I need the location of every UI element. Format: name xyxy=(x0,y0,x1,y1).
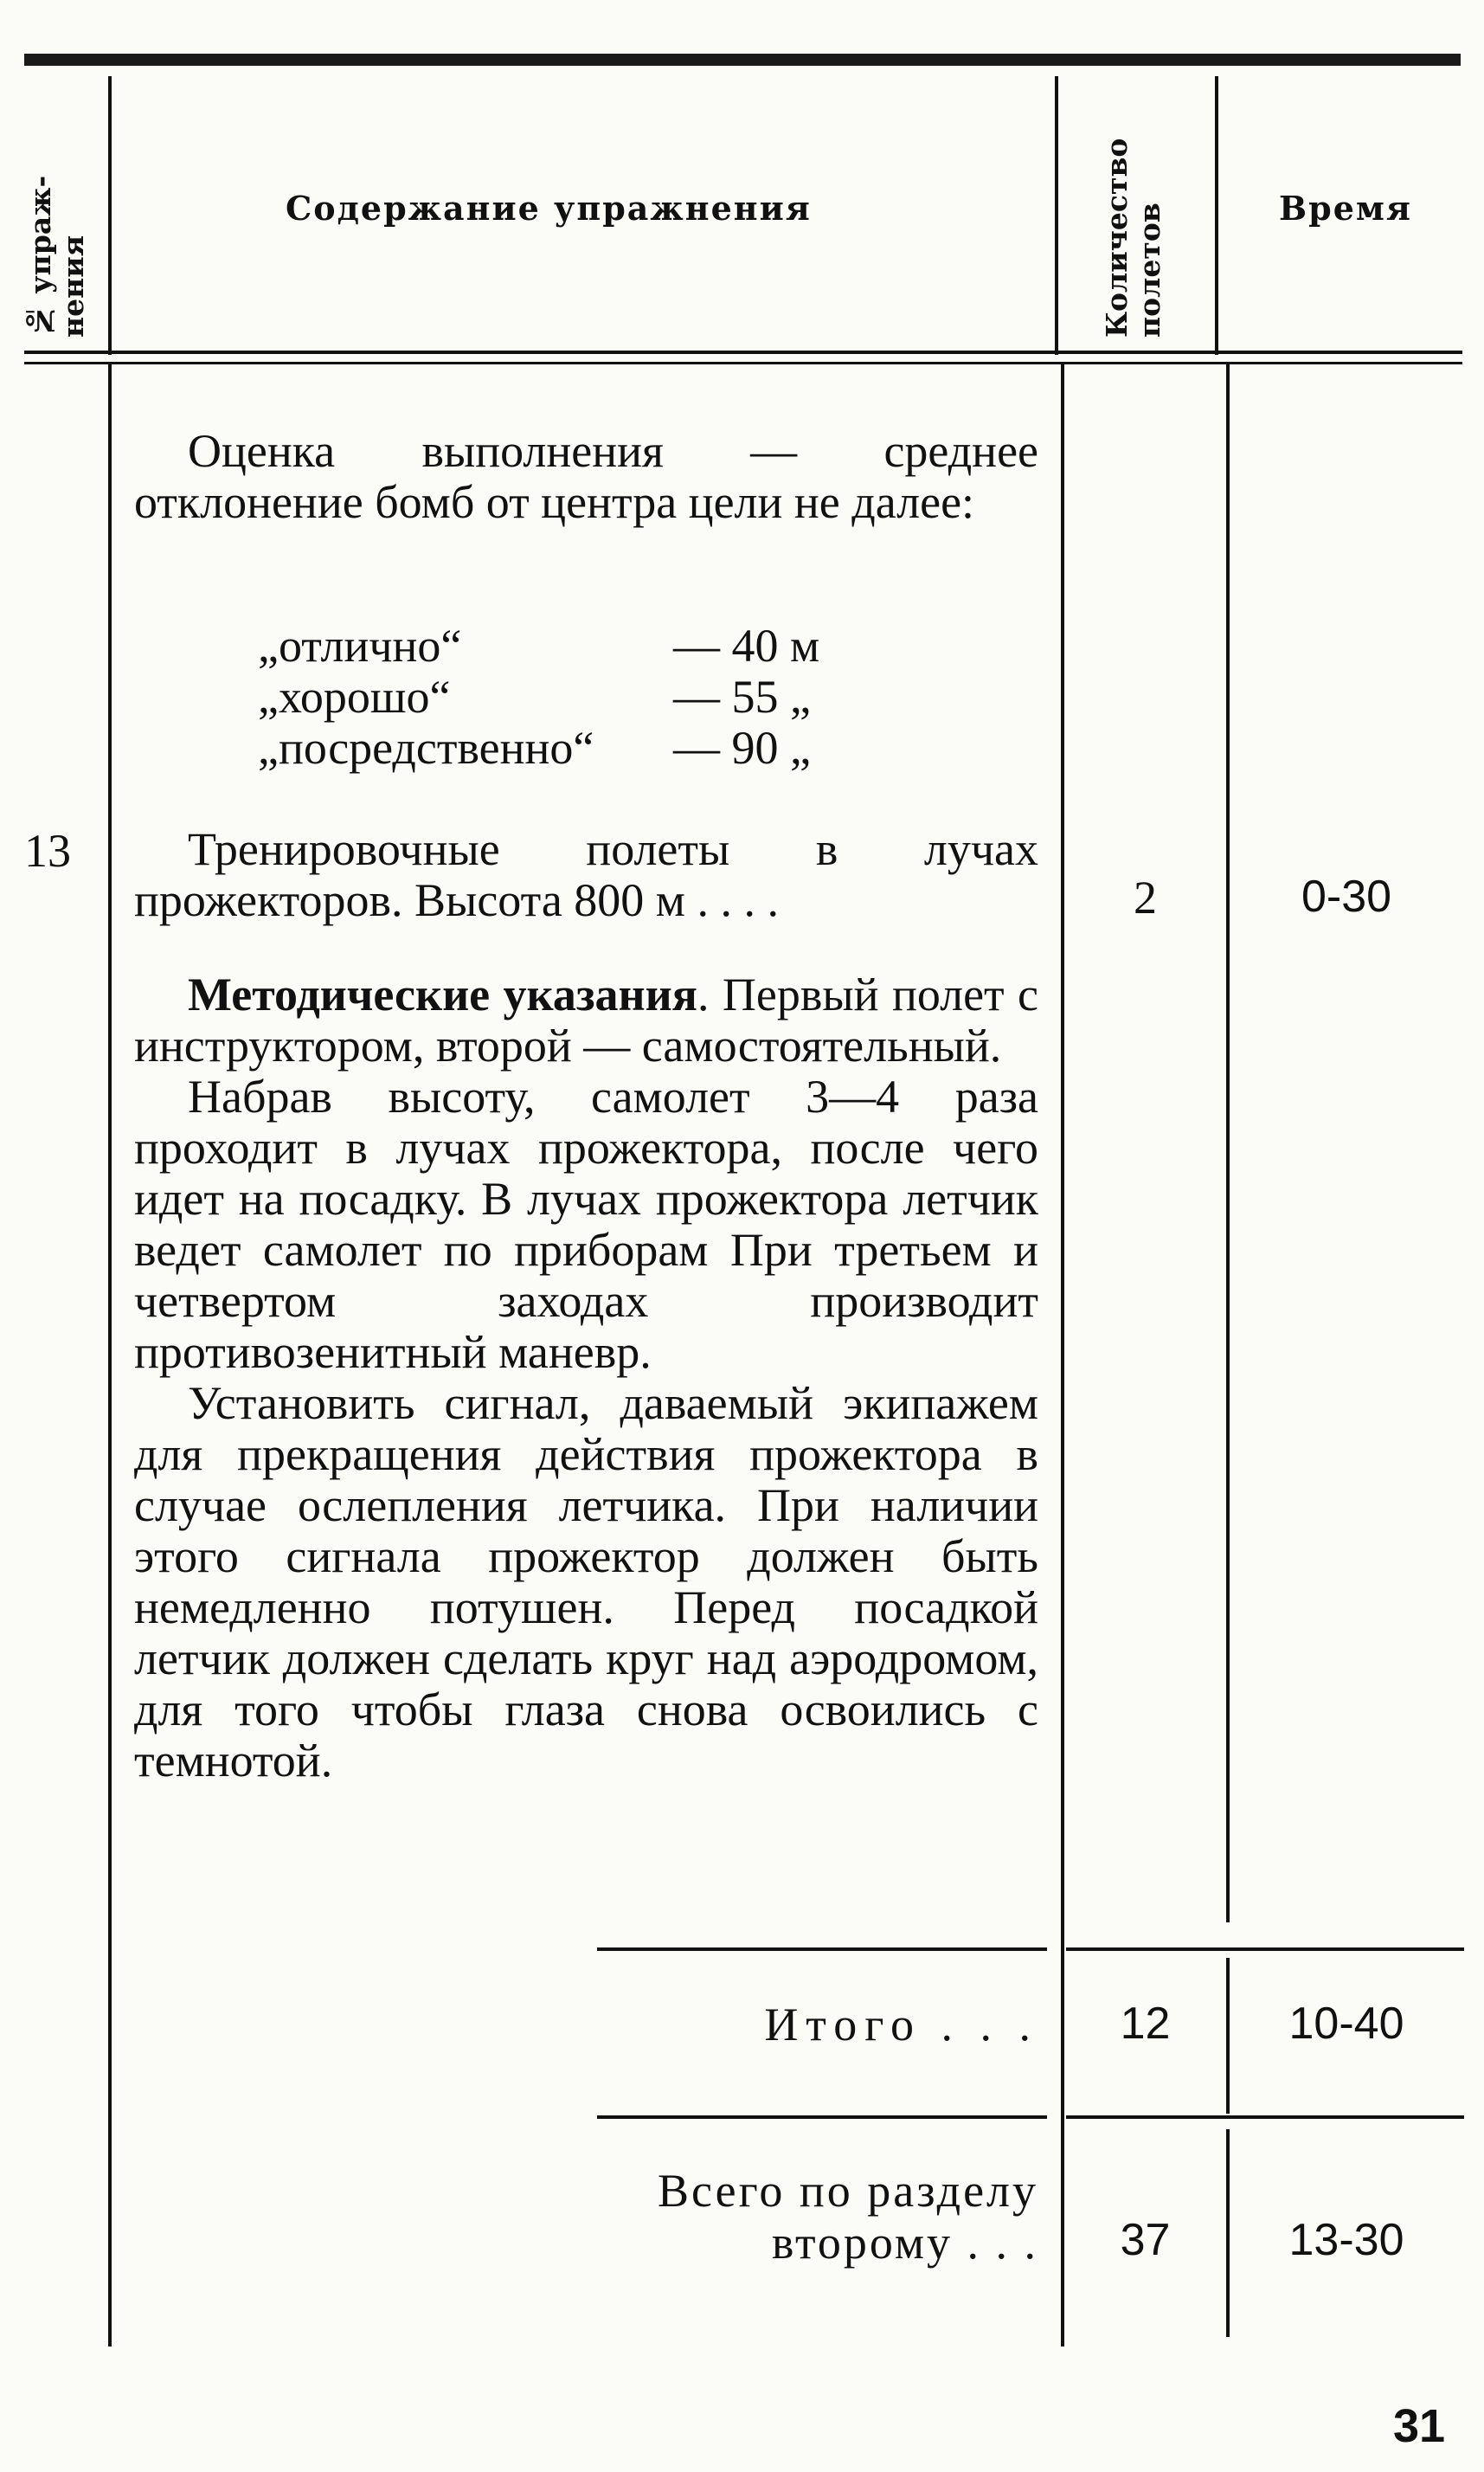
grand-total-label-2: второму . . . xyxy=(771,2217,1038,2269)
exercise-number: 13 xyxy=(24,825,71,877)
header-separator-3 xyxy=(1215,76,1218,355)
subtotal-top-rule xyxy=(597,1947,1047,1951)
subtotal-time: 10-40 xyxy=(1288,1999,1404,2049)
grade-value: — 55 „ xyxy=(673,671,811,723)
guidance-paragraph-1: Методические указания. Первый полет с инструктором, второй — самостоятельный. xyxy=(134,969,1039,1072)
subtotal-top-rule-right xyxy=(1066,1947,1464,1951)
subtotal-flights: 12 xyxy=(1120,1999,1171,2049)
grade-row-excellent xyxy=(258,621,819,671)
grand-total-top-rule xyxy=(597,2115,1047,2119)
grade-label: „отлично“ xyxy=(258,620,462,672)
exercise-title: Тренировочные полеты в лучах прожекторов. Высота 800 м . . . . xyxy=(134,823,1038,926)
grand-total-time: 13-30 xyxy=(1288,2215,1404,2265)
grade-value: — 40 м xyxy=(673,620,820,672)
exercise-time: 0-30 xyxy=(1301,872,1392,922)
header-bottom-rule-1 xyxy=(24,351,1462,354)
header-time: Время xyxy=(1279,189,1412,228)
header-bottom-rule-2 xyxy=(24,362,1462,364)
grade-row-good xyxy=(258,673,811,722)
header-separator-1 xyxy=(108,76,112,355)
subtotal-label: Итого . . . xyxy=(764,1999,1038,2050)
assessment-intro: Оценка выполнения — среднее отклонение бомб от центра цели не далее: xyxy=(134,425,1038,528)
grand-total-flights: 37 xyxy=(1120,2215,1171,2265)
header-content: Содержание упражнения xyxy=(286,189,812,228)
grade-row-satisfactory xyxy=(258,724,811,773)
grade-label: „хорошо“ xyxy=(258,671,451,723)
grand-total-top-rule-right xyxy=(1066,2115,1464,2119)
exercise-flights: 2 xyxy=(1134,872,1157,924)
page-number: 31 xyxy=(1393,2400,1446,2452)
guidance-label: Методические указания xyxy=(188,969,697,1020)
header-separator-2 xyxy=(1055,76,1058,355)
guidance-paragraph-2: Набрав высоту, самолет 3—4 раза проходит в лучах прожектора, после чего идет на посадку. В лучах прожектора летчик ведет самолет по приборам При третьем и четвертом заходах производит противозенитный маневр. xyxy=(134,1071,1038,1378)
guidance-text xyxy=(134,969,1038,1786)
body-separator-3 xyxy=(1226,364,1230,1922)
grade-label: „посредственно“ xyxy=(258,722,594,774)
header-flights: Количество полетов xyxy=(1100,138,1166,338)
grade-value: — 90 „ xyxy=(673,722,811,774)
header-number: № упраж- нения xyxy=(23,175,90,338)
guidance-paragraph-3: Установить сигнал, даваемый экипажем для прекращения действия прожектора в случае ослепления летчика. При наличии этого сигнала прожектор должен быть немедленно потушен. Перед посадкой летчик должен сделать круг над аэродромом, для того чтобы глаза снова освоились с темнотой. xyxy=(134,1377,1038,1786)
grand-total-label-1: Всего по разделу xyxy=(657,2165,1038,2217)
top-rule xyxy=(24,54,1461,66)
body-separator-1 xyxy=(108,364,112,2346)
